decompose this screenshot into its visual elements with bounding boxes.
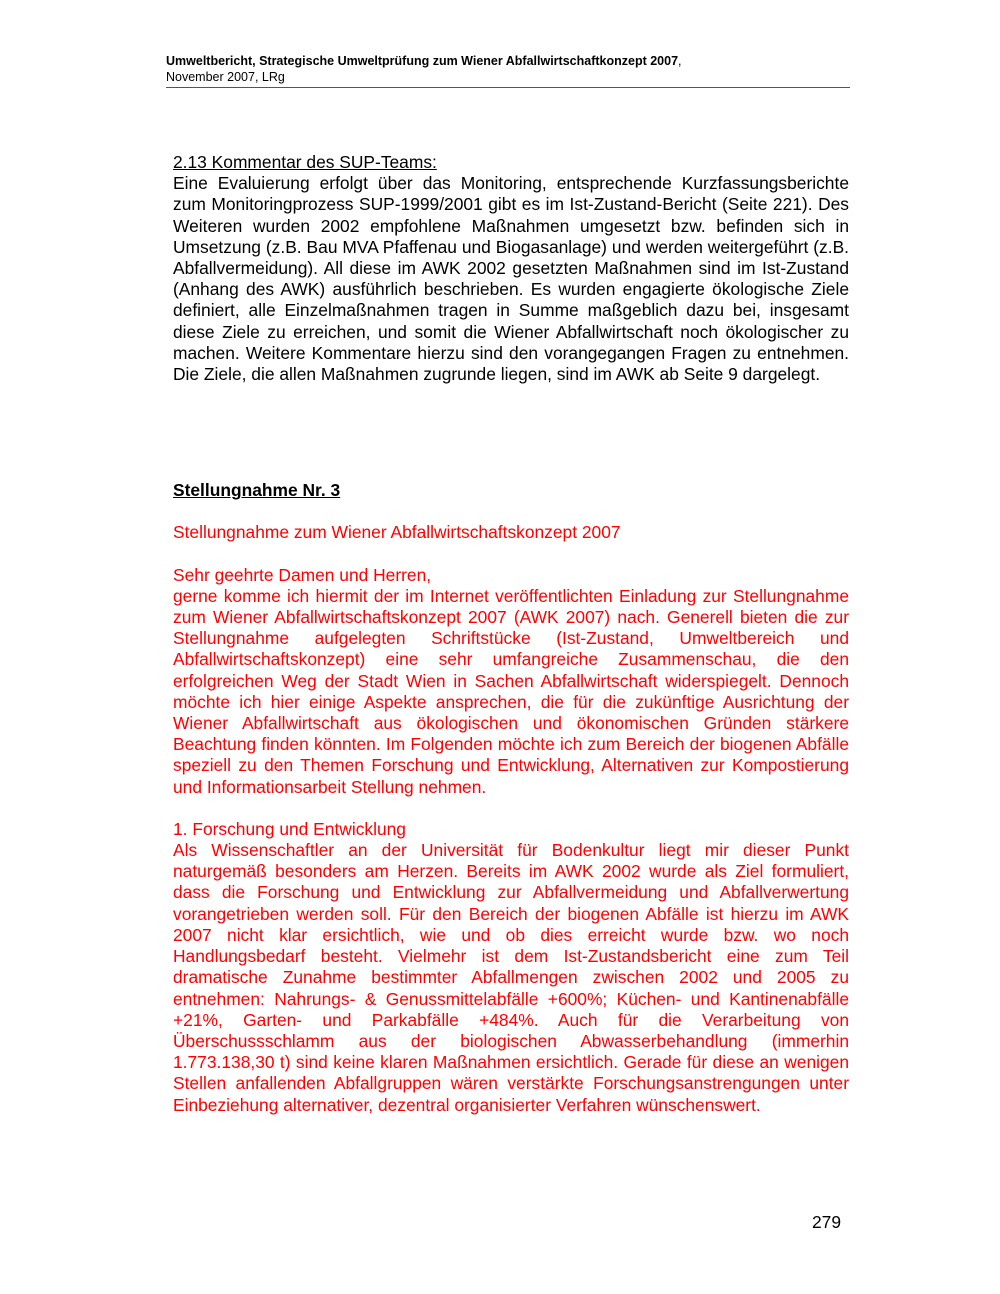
header-title: Umweltbericht, Strategische Umweltprüfung zum Wiener Abfallwirtschaftkonzept 2007	[166, 54, 679, 68]
statement-subject: Stellungnahme zum Wiener Abfallwirtschaftskonzept 2007	[173, 522, 621, 543]
header-title-comma: ,	[678, 54, 682, 68]
comment-heading: 2.13 Kommentar des SUP-Teams:	[173, 152, 437, 172]
statement-intro: gerne komme ich hiermit der im Internet veröffentlichten Einladung zur Stellungnahme zum Wiener Abfallwirtschaftskonzept 2007 (AWK 2007) nach. Generell bieten die zur Stellungnahme aufgelegten Schriftstücke (Ist-Zustand, Umweltbereich und Abfallwirtschaftskonzept) eine sehr umfangreiche Zusammenschau, die den erfolgreichen Weg der Stadt Wien in Sachen Abfallwirtschaft widerspiegelt. Dennoch möchte ich hier einige Aspekte ansprechen, die für die zukünftige Ausrichtung der Wiener Abfallwirtschaft aus ökologischen und ökonomischen Gründen stärkere Beachtung finden könnten. Im Folgenden möchte ich zum Bereich der biogenen Abfälle speziell zu den Themen Forschung und Entwicklung, Alternativen zur Kompostierung und Informationsarbeit Stellung nehmen.	[173, 585, 849, 797]
statement-salutation: Sehr geehrte Damen und Herren,	[173, 564, 432, 585]
point1-heading: 1. Forschung und Entwicklung	[173, 818, 406, 839]
page-header	[166, 53, 850, 88]
statement-heading: Stellungnahme Nr. 3	[173, 480, 341, 501]
header-subtitle: November 2007, LRg	[166, 70, 285, 84]
comment-body: Eine Evaluierung erfolgt über das Monitoring, entsprechende Kurzfassungsberichte zum Monitoringprozess SUP-1999/2001 gibt es im Ist-Zustand-Bericht (Seite 221). Des Weiteren wurden 2002 empfohlene Maßnahmen umgesetzt bzw. befinden sich in Umsetzung (z.B. Bau MVA Pfaffenau und Biogasanlage) und werden weitergeführt (z.B. Abfallvermeidung). All diese im AWK 2002 gesetzten Maßnahmen sind im Ist-Zustand (Anhang des AWK) ausführlich beschrieben. Es wurden engagierte ökologische Ziele definiert, alle Einzelmaßnahmen tragen in Summe maßgeblich dazu bei, insgesamt diese Ziele zu erreichen, und somit die Wiener Abfallwirtschaft noch ökologischer zu machen. Weitere Kommentare hierzu sind den vorangegangen Fragen zu entnehmen. Die Ziele, die allen Maßnahmen zugrunde liegen, sind im AWK ab Seite 9 dargelegt.	[173, 173, 849, 385]
header-title-line	[166, 53, 850, 69]
point1-body: Als Wissenschaftler an der Universität für Bodenkultur liegt mir dieser Punkt naturgemäß besonders am Herzen. Bereits im AWK 2002 wurde als Ziel formuliert, dass die Forschung und Entwicklung zur Abfallvermeidung und Abfallverwertung vorangetrieben werden soll. Für den Bereich der biogenen Abfälle ist hierzu im AWK 2007 nicht klar ersichtlich, wie und ob dies erreicht wurde bzw. wo noch Handlungsbedarf besteht. Vielmehr ist dem Ist-Zustandsbericht eine zum Teil dramatische Zunahme bestimmter Abfallmengen zwischen 2002 und 2005 zu entnehmen: Nahrungs- & Genussmittelabfälle +600%; Küchen- und Kantinenabfälle +21%, Garten- und Parkabfälle +484%. Auch für die Verarbeitung von Überschussschlamm aus der biologischen Abwasserbehandlung (immerhin 1.773.138,30 t) sind keine klaren Maßnahmen ersichtlich. Gerade für diese an wenigen Stellen anfallenden Abfallgruppen wären verstärkte Forschungsanstrengungen unter Einbeziehung alternativer, dezentral organisierter Verfahren wünschenswert.	[173, 840, 849, 1115]
page-content	[173, 152, 849, 1116]
page-number: 279	[812, 1212, 842, 1232]
